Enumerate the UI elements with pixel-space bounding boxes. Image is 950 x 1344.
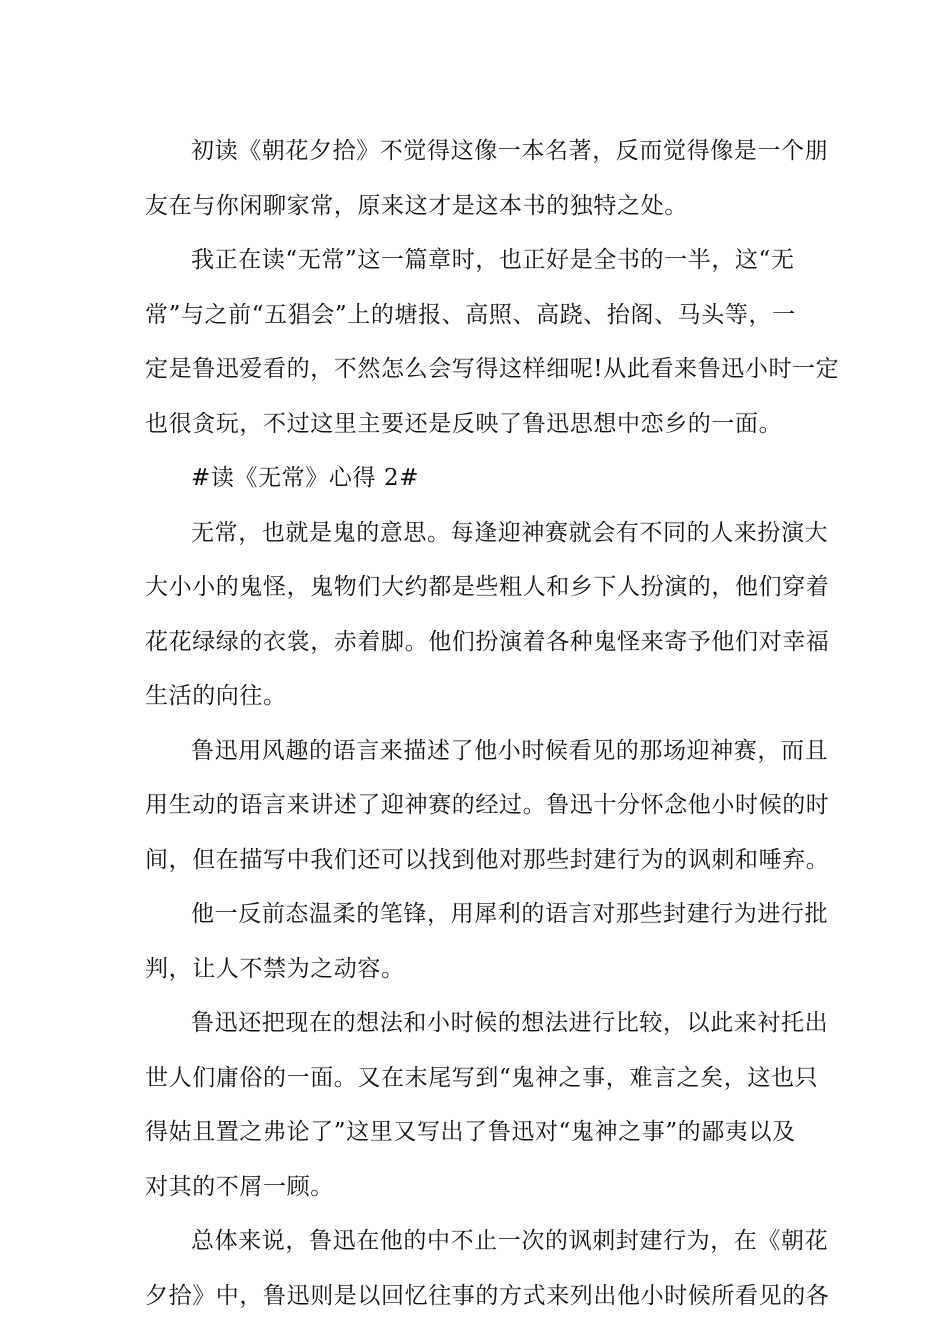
text-line: 花花绿绿的衣裳，赤着脚。他们扮演着各种鬼怪来寄予他们对幸福 — [145, 628, 830, 655]
text-line: 无常，也就是鬼的意思。每逢迎神赛就会有不同的人来扮演大 — [191, 519, 829, 546]
text-line: 生活的向往。 — [145, 683, 287, 709]
text-line: 鲁迅还把现在的想法和小时候的想法进行比较，以此来衬托出 — [191, 1010, 829, 1036]
text-line: 对其的不屑一顾。 — [145, 1173, 334, 1200]
text-line: 夕拾》中，鲁迅则是以回忆往事的方式来列出他小时候所看见的各 — [145, 1282, 830, 1309]
text-line: 友在与你闲聊家常，原来这才是这本书的独特之处。 — [145, 192, 688, 219]
text-line: 他一反前态温柔的笔锋，用犀利的语言对那些封建行为进行批 — [191, 901, 829, 927]
paragraph-5 — [145, 887, 829, 996]
text-line: 世人们庸俗的一面。又在末尾写到“鬼神之事，难言之矣，这也只 — [145, 1064, 819, 1091]
text-line: 鲁迅用风趣的语言来描述了他小时候看见的那场迎神赛，而且 — [191, 737, 829, 764]
section-heading: #读《无常》心得 2# — [191, 465, 420, 491]
text-line: 我正在读“无常”这一篇章时，也正好是全书的一半，这“无 — [191, 247, 795, 273]
text-line: 也很贪玩，不过这里主要还是反映了鲁迅思想中恋乡的一面。 — [145, 410, 783, 437]
text-line: 总体来说，鲁迅在他的中不止一次的讽刺封建行为，在《朝花 — [191, 1228, 829, 1254]
text-line: 大小小的鬼怪，鬼物们大约都是些粗人和乡下人扮演的，他们穿着 — [145, 574, 830, 600]
text-line: 常”与之前“五猖会”上的塘报、高照、高跷、抬阁、马头等，一 — [145, 301, 796, 328]
paragraph-6 — [145, 996, 829, 1214]
paragraph-4 — [145, 724, 830, 888]
text-line: 定是鲁迅爱看的，不然怎么会写得这样细呢!从此看来鲁迅小时一定 — [145, 356, 840, 382]
paragraph-2 — [145, 233, 840, 451]
paragraph-1 — [145, 124, 829, 233]
text-line: 间，但在描写中我们还可以找到他对那些封建行为的讽刺和唾弃。 — [145, 846, 830, 873]
text-line: 用生动的语言来讲述了迎神赛的经过。鲁迅十分怀念他小时候的时 — [145, 792, 830, 818]
document-body — [145, 124, 840, 1323]
text-line: 初读《朝花夕拾》不觉得这像一本名著，反而觉得像是一个朋 — [191, 138, 829, 164]
text-line: 得姑且置之弗论了”这里又写出了鲁迅对“鬼神之事”的鄙夷以及 — [145, 1119, 796, 1145]
paragraph-7 — [145, 1214, 830, 1323]
paragraph-3 — [145, 506, 830, 724]
text-line: 判，让人不禁为之动容。 — [145, 955, 405, 982]
